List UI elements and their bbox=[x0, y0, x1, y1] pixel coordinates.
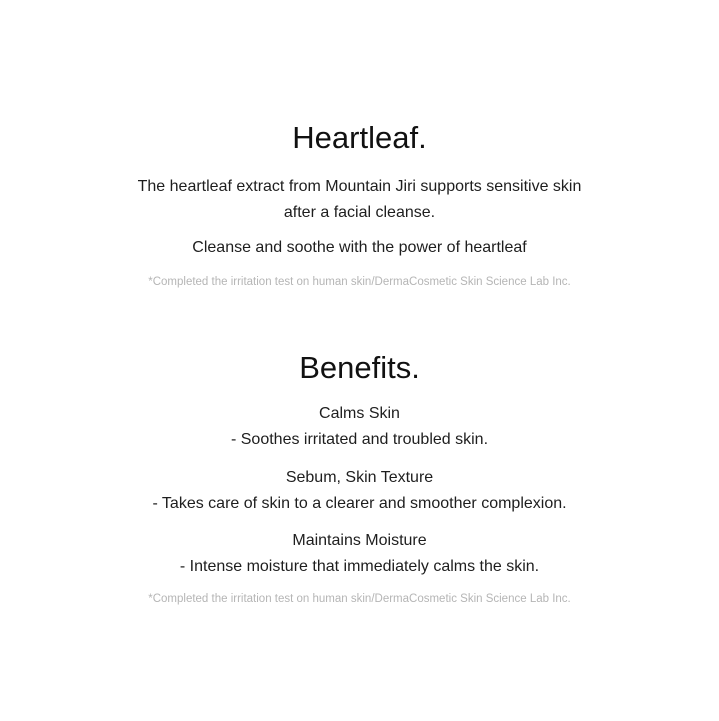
heartleaf-description-line-1: The heartleaf extract from Mountain Jiri supports sensitive skin bbox=[137, 178, 582, 195]
benefit-name: Sebum, Skin Texture bbox=[285, 469, 434, 486]
heartleaf-heading-wrap bbox=[0, 120, 719, 156]
benefits-heading: Benefits. bbox=[299, 350, 420, 385]
benefit-description: - Soothes irritated and troubled skin. bbox=[230, 431, 489, 448]
heartleaf-description bbox=[0, 174, 719, 226]
heartleaf-heading: Heartleaf. bbox=[292, 120, 427, 155]
benefit-name: Maintains Moisture bbox=[292, 532, 427, 549]
benefit-item bbox=[0, 401, 719, 453]
heartleaf-description-line-2: after a facial cleanse. bbox=[283, 204, 436, 221]
benefit-item bbox=[0, 528, 719, 580]
benefits-heading-wrap bbox=[0, 350, 719, 386]
benefits-footnote-wrap bbox=[0, 593, 719, 605]
benefit-name: Calms Skin bbox=[319, 405, 400, 422]
benefits-footnote: *Completed the irritation test on human skin/DermaCosmetic Skin Science Lab Inc. bbox=[148, 593, 571, 605]
heartleaf-tagline: Cleanse and soothe with the power of heartleaf bbox=[192, 239, 527, 256]
heartleaf-footnote-wrap bbox=[0, 276, 719, 288]
benefit-description: - Takes care of skin to a clearer and smoother complexion. bbox=[152, 495, 567, 512]
heartleaf-footnote: *Completed the irritation test on human skin/DermaCosmetic Skin Science Lab Inc. bbox=[148, 276, 571, 288]
benefit-item bbox=[0, 465, 719, 517]
benefit-description: - Intense moisture that immediately calms the skin. bbox=[179, 558, 540, 575]
heartleaf-tagline-wrap bbox=[0, 235, 719, 261]
